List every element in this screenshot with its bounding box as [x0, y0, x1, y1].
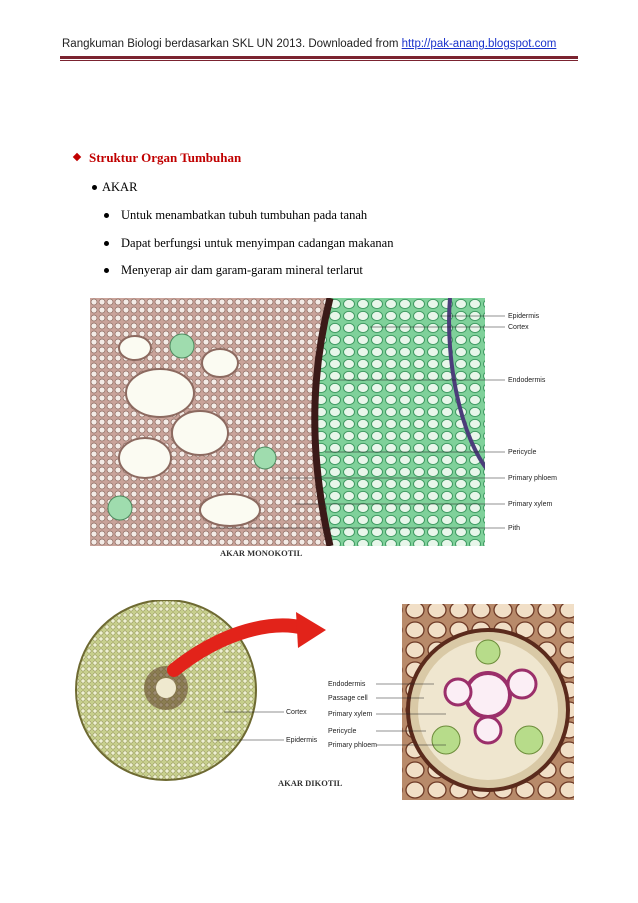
- header-link[interactable]: http://pak-anang.blogspot.com: [401, 38, 557, 50]
- list-item-text: Untuk menambatkan tubuh tumbuhan pada tanah: [121, 208, 368, 222]
- monocot-root-figure: [90, 298, 560, 560]
- label-cortex: Cortex: [508, 324, 529, 331]
- list-item-text: Menyerap air dam garam-garam mineral terlarut: [121, 263, 363, 277]
- label-pericycle: Pericycle: [508, 449, 537, 456]
- list-item: [104, 208, 367, 223]
- label-dicot-epidermis: Epidermis: [286, 737, 318, 744]
- caption-monocot: AKAR MONOKOTIL: [220, 548, 303, 558]
- dicot-root-figure: [74, 600, 579, 805]
- list-item: [104, 236, 393, 251]
- label-endodermis: Endodermis: [508, 377, 546, 384]
- list-item: [104, 263, 363, 278]
- dicot-root-svg: [74, 600, 579, 805]
- label-epidermis: Epidermis: [508, 313, 540, 320]
- list-item-text: Dapat berfungsi untuk menyimpan cadangan makanan: [121, 236, 394, 250]
- caption-dicot: AKAR DIKOTIL: [278, 778, 343, 788]
- bullet-icon: [92, 185, 97, 190]
- label-dicot-primary-phloem: Primary phloem: [328, 742, 378, 749]
- bullet-icon: [104, 213, 109, 218]
- monocot-root-svg: [90, 298, 560, 560]
- subheading-akar: [92, 180, 137, 195]
- label-dicot-primary-xylem: Primary xylem: [328, 711, 373, 718]
- subheading-label: AKAR: [102, 180, 138, 194]
- diamond-bullet-icon: [73, 153, 81, 161]
- header-rule-thin: [60, 60, 578, 61]
- label-dicot-cortex: Cortex: [286, 709, 307, 716]
- label-passage-cell: Passage cell: [328, 695, 368, 702]
- label-dicot-pericycle: Pericycle: [328, 728, 357, 735]
- bullet-icon: [104, 268, 109, 273]
- label-primary-xylem: Primary xylem: [508, 501, 553, 508]
- header-rule-thick: [60, 56, 578, 59]
- label-pith: Pith: [508, 525, 521, 532]
- bullet-icon: [104, 241, 109, 246]
- page-header: [62, 38, 556, 50]
- section-heading: [74, 150, 241, 166]
- label-dicot-endodermis: Endodermis: [328, 681, 366, 688]
- section-title: Struktur Organ Tumbuhan: [89, 150, 242, 165]
- label-primary-phloem: Primary phloem: [508, 475, 558, 482]
- header-text: Rangkuman Biologi berdasarkan SKL UN 2013. Downloaded from: [62, 38, 402, 50]
